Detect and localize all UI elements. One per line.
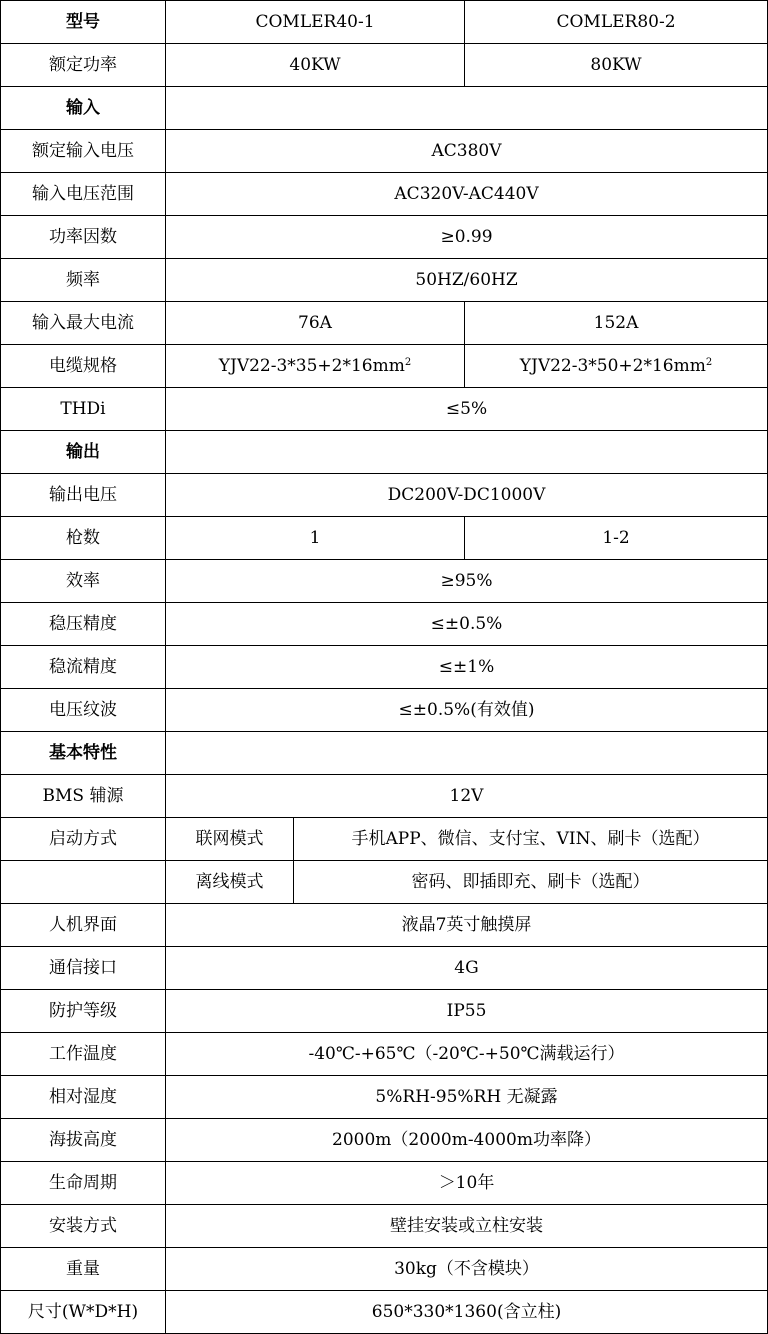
gun-count-b: 1-2 xyxy=(465,517,768,560)
table-row-gun-count xyxy=(1,517,768,560)
table-row-weight xyxy=(1,1248,768,1291)
efficiency-value: ≥95% xyxy=(166,560,768,603)
cable-spec-b: YJV22-3*50+2*16mm xyxy=(519,356,706,376)
thdi-label: THDi xyxy=(1,388,166,431)
working-temp-label: 工作温度 xyxy=(1,1033,166,1076)
protection-level-value: IP55 xyxy=(166,990,768,1033)
hmi-label: 人机界面 xyxy=(1,904,166,947)
table-row-humidity xyxy=(1,1076,768,1119)
working-temp-value: -40℃-+65℃（-20℃-+50℃满载运行） xyxy=(166,1033,768,1076)
voltage-accuracy-label: 稳压精度 xyxy=(1,603,166,646)
install-method-value: 壁挂安装或立柱安装 xyxy=(166,1205,768,1248)
table-row-section-output xyxy=(1,431,768,474)
start-mode-blank xyxy=(1,861,166,904)
start-mode-online-label: 联网模式 xyxy=(166,818,294,861)
table-row-voltage-ripple xyxy=(1,689,768,732)
power-factor-label: 功率因数 xyxy=(1,216,166,259)
start-mode-label: 启动方式 xyxy=(1,818,166,861)
table-row-model xyxy=(1,1,768,44)
table-row-output-voltage xyxy=(1,474,768,517)
dimensions-value: 650*330*1360(含立柱) xyxy=(166,1291,768,1334)
start-mode-online-value: 手机APP、微信、支付宝、VIN、刷卡（选配） xyxy=(294,818,768,861)
cable-spec-a-cell xyxy=(166,345,465,388)
max-input-current-label: 输入最大电流 xyxy=(1,302,166,345)
cable-spec-b-unit-sup: 2 xyxy=(705,357,713,368)
table-row-hmi xyxy=(1,904,768,947)
table-row-thdi xyxy=(1,388,768,431)
efficiency-label: 效率 xyxy=(1,560,166,603)
table-row-voltage-accuracy xyxy=(1,603,768,646)
current-accuracy-label: 稳流精度 xyxy=(1,646,166,689)
table-row-current-accuracy xyxy=(1,646,768,689)
rated-input-voltage-value: AC380V xyxy=(166,130,768,173)
power-factor-value: ≥0.99 xyxy=(166,216,768,259)
comm-interface-value: 4G xyxy=(166,947,768,990)
table-row-dimensions xyxy=(1,1291,768,1334)
voltage-ripple-value: ≤±0.5%(有效值) xyxy=(166,689,768,732)
gun-count-label: 枪数 xyxy=(1,517,166,560)
life-cycle-value: ＞10年 xyxy=(166,1162,768,1205)
life-cycle-label: 生命周期 xyxy=(1,1162,166,1205)
humidity-label: 相对湿度 xyxy=(1,1076,166,1119)
max-input-current-a: 76A xyxy=(166,302,465,345)
output-voltage-label: 输出电压 xyxy=(1,474,166,517)
table-row-max-input-current xyxy=(1,302,768,345)
table-row-working-temp xyxy=(1,1033,768,1076)
section-basic-blank xyxy=(166,732,768,775)
thdi-value: ≤5% xyxy=(166,388,768,431)
current-accuracy-value: ≤±1% xyxy=(166,646,768,689)
input-voltage-range-value: AC320V-AC440V xyxy=(166,173,768,216)
dimensions-label: 尺寸(W*D*H) xyxy=(1,1291,166,1334)
hmi-value: 液晶7英寸触摸屏 xyxy=(166,904,768,947)
rated-power-label: 额定功率 xyxy=(1,44,166,87)
table-row-install-method xyxy=(1,1205,768,1248)
table-row-section-input xyxy=(1,87,768,130)
table-row-bms-aux xyxy=(1,775,768,818)
table-row-protection-level xyxy=(1,990,768,1033)
table-row-life-cycle xyxy=(1,1162,768,1205)
table-row-section-basic xyxy=(1,732,768,775)
table-row-start-mode-online xyxy=(1,818,768,861)
altitude-label: 海拔高度 xyxy=(1,1119,166,1162)
frequency-value: 50HZ/60HZ xyxy=(166,259,768,302)
table-row-comm-interface xyxy=(1,947,768,990)
section-input-title: 输入 xyxy=(1,87,166,130)
table-row-start-mode-offline xyxy=(1,861,768,904)
rated-power-b: 80KW xyxy=(465,44,768,87)
start-mode-offline-value: 密码、即插即充、刷卡（选配） xyxy=(294,861,768,904)
output-voltage-value: DC200V-DC1000V xyxy=(166,474,768,517)
table-row-efficiency xyxy=(1,560,768,603)
cable-spec-a-unit-sup: 2 xyxy=(404,357,412,368)
comm-interface-label: 通信接口 xyxy=(1,947,166,990)
table-row-frequency xyxy=(1,259,768,302)
altitude-value: 2000m（2000m-4000m功率降） xyxy=(166,1119,768,1162)
model-a: COMLER40-1 xyxy=(166,1,465,44)
table-row-altitude xyxy=(1,1119,768,1162)
cable-spec-label: 电缆规格 xyxy=(1,345,166,388)
section-output-title: 输出 xyxy=(1,431,166,474)
section-output-blank xyxy=(166,431,768,474)
table-row-rated-input-voltage xyxy=(1,130,768,173)
humidity-value: 5%RH-95%RH 无凝露 xyxy=(166,1076,768,1119)
cable-spec-a: YJV22-3*35+2*16mm xyxy=(218,356,405,376)
gun-count-a: 1 xyxy=(166,517,465,560)
max-input-current-b: 152A xyxy=(465,302,768,345)
table-row-power-factor xyxy=(1,216,768,259)
input-voltage-range-label: 输入电压范围 xyxy=(1,173,166,216)
cable-spec-b-cell xyxy=(465,345,768,388)
voltage-ripple-label: 电压纹波 xyxy=(1,689,166,732)
protection-level-label: 防护等级 xyxy=(1,990,166,1033)
bms-aux-label: BMS 辅源 xyxy=(1,775,166,818)
voltage-accuracy-value: ≤±0.5% xyxy=(166,603,768,646)
header-label: 型号 xyxy=(1,1,166,44)
table-row-cable-spec xyxy=(1,345,768,388)
rated-input-voltage-label: 额定输入电压 xyxy=(1,130,166,173)
start-mode-offline-label: 离线模式 xyxy=(166,861,294,904)
model-b: COMLER80-2 xyxy=(465,1,768,44)
weight-value: 30kg（不含模块） xyxy=(166,1248,768,1291)
section-basic-title: 基本特性 xyxy=(1,732,166,775)
frequency-label: 频率 xyxy=(1,259,166,302)
rated-power-a: 40KW xyxy=(166,44,465,87)
install-method-label: 安装方式 xyxy=(1,1205,166,1248)
section-input-blank xyxy=(166,87,768,130)
weight-label: 重量 xyxy=(1,1248,166,1291)
table-row-rated-power xyxy=(1,44,768,87)
table-row-input-voltage-range xyxy=(1,173,768,216)
bms-aux-value: 12V xyxy=(166,775,768,818)
